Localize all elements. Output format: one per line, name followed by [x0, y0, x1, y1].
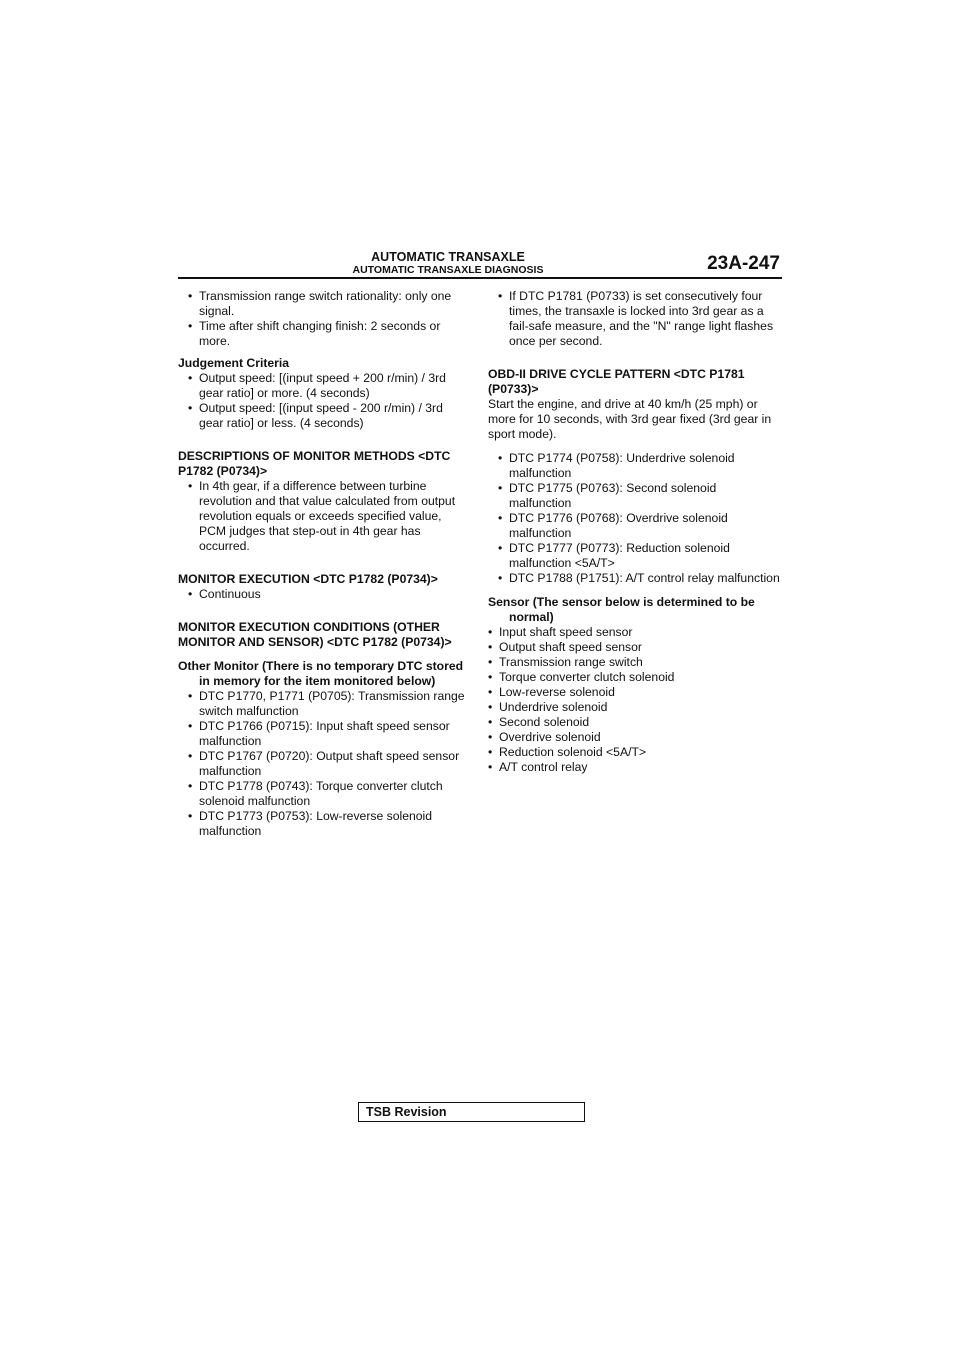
right-column	[488, 289, 781, 775]
judgement-criteria-heading: Judgement Criteria	[178, 356, 290, 370]
page-header	[178, 250, 782, 280]
section-subtitle: AUTOMATIC TRANSAXLE DIAGNOSIS	[352, 264, 544, 276]
list-item: • DTC P1776 (P0768): Overdrive solenoid malfunction	[488, 511, 781, 541]
page-number: 23A-247	[707, 253, 780, 274]
list-item: • DTC P1778 (P0743): Torque converter clutch solenoid malfunction	[178, 779, 468, 809]
left-top-list	[178, 289, 468, 349]
list-item: • A/T control relay	[488, 760, 781, 775]
monitor-methods-heading: DESCRIPTIONS OF MONITOR METHODS <DTC P1782 (P0734)>	[178, 449, 451, 478]
list-item: • Reduction solenoid <5A/T>	[488, 745, 781, 760]
list-item: • DTC P1767 (P0720): Output shaft speed sensor malfunction	[178, 749, 468, 779]
tsb-revision-box	[358, 1102, 585, 1122]
right-top-list	[488, 289, 781, 349]
drive-cycle-text: Start the engine, and drive at 40 km/h (25 mph) or more for 10 seconds, with 3rd gear fixed (3rd gear in sport mode).	[488, 397, 772, 441]
other-monitor-heading: Other Monitor (There is no temporary DTC stored in memory for the item monitored below)	[178, 659, 464, 688]
other-monitor-list	[178, 689, 468, 839]
sensor-list	[488, 625, 781, 775]
list-item: • Output shaft speed sensor	[488, 640, 781, 655]
list-item: • Input shaft speed sensor	[488, 625, 781, 640]
list-item: • Low-reverse solenoid	[488, 685, 781, 700]
list-item: • Torque converter clutch solenoid	[488, 670, 781, 685]
execution-conditions-heading: MONITOR EXECUTION CONDITIONS (OTHER MONITOR AND SENSOR) <DTC P1782 (P0734)>	[178, 620, 452, 649]
header-rule	[178, 277, 782, 279]
drive-cycle-heading: OBD-II DRIVE CYCLE PATTERN <DTC P1781 (P0733)>	[488, 367, 745, 396]
list-item: • Underdrive solenoid	[488, 700, 781, 715]
sensor-heading: Sensor (The sensor below is determined to be normal)	[488, 595, 755, 624]
list-item: • Transmission range switch	[488, 655, 781, 670]
list-item: • DTC P1766 (P0715): Input shaft speed sensor malfunction	[178, 719, 468, 749]
dtc-list	[488, 451, 781, 586]
list-item: • DTC P1775 (P0763): Second solenoid malfunction	[488, 481, 781, 511]
list-item: • Continuous	[178, 587, 468, 602]
list-item: • In 4th gear, if a difference between turbine revolution and that value calculated from output revolution equals or exceeds specified value, PCM judges that step-out in 4th gear has occurred.	[178, 479, 468, 554]
list-item: • If DTC P1781 (P0733) is set consecutively four times, the transaxle is locked into 3rd gear as a fail-safe measure, and the "N" range light flashes once per second.	[488, 289, 781, 349]
list-item: • Overdrive solenoid	[488, 730, 781, 745]
list-item: • Transmission range switch rationality: only one signal.	[178, 289, 468, 319]
monitor-execution-heading: MONITOR EXECUTION <DTC P1782 (P0734)>	[178, 572, 438, 586]
list-item: • DTC P1770, P1771 (P0705): Transmission range switch malfunction	[178, 689, 468, 719]
left-column	[178, 289, 468, 839]
list-item: • DTC P1773 (P0753): Low-reverse solenoid malfunction	[178, 809, 468, 839]
list-item: • DTC P1788 (P1751): A/T control relay malfunction	[488, 571, 781, 586]
list-item: • DTC P1774 (P0758): Underdrive solenoid malfunction	[488, 451, 781, 481]
monitor-execution-list	[178, 587, 468, 602]
list-item: • Output speed: [(input speed - 200 r/min) / 3rd gear ratio] or less. (4 seconds)	[178, 401, 468, 431]
monitor-methods-list	[178, 479, 468, 554]
section-title: AUTOMATIC TRANSAXLE	[371, 250, 525, 264]
tsb-revision-label: TSB Revision	[366, 1105, 447, 1119]
list-item: • Output speed: [(input speed + 200 r/min) / 3rd gear ratio] or more. (4 seconds)	[178, 371, 468, 401]
list-item: • DTC P1777 (P0773): Reduction solenoid malfunction <5A/T>	[488, 541, 781, 571]
list-item: • Time after shift changing finish: 2 seconds or more.	[178, 319, 468, 349]
list-item: • Second solenoid	[488, 715, 781, 730]
judgement-criteria-list	[178, 371, 468, 431]
